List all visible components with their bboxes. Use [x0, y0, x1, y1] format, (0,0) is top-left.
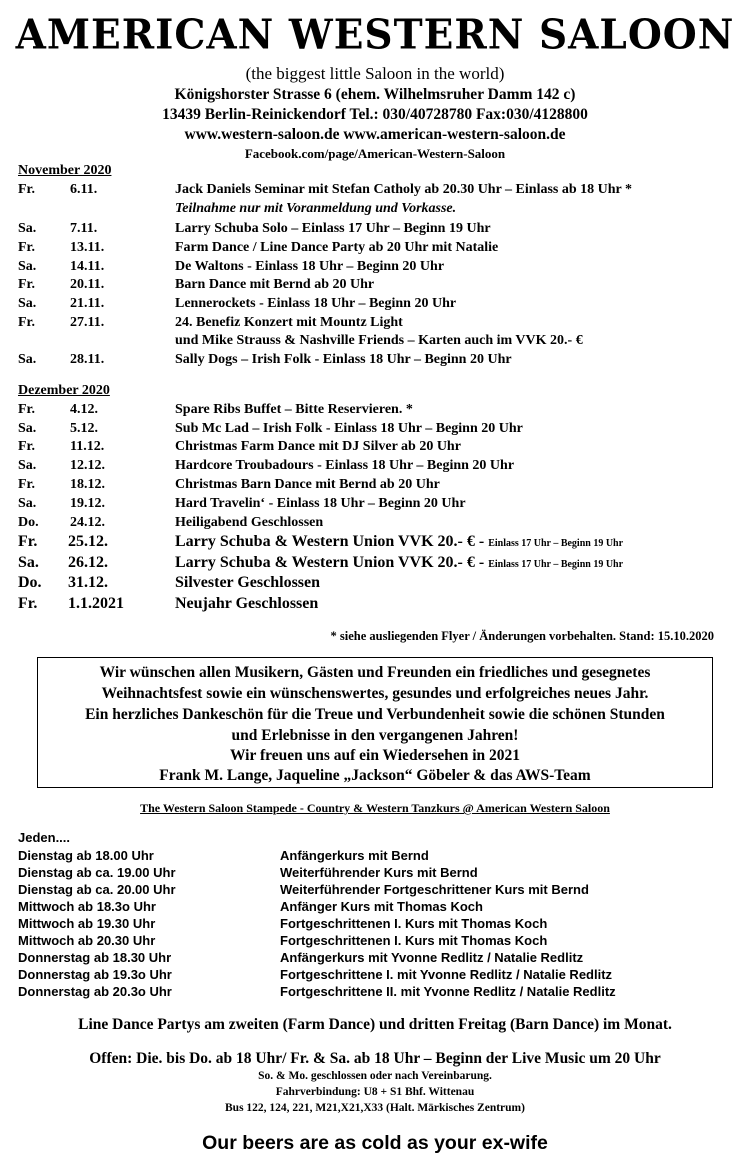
- event-day: Fr.: [18, 595, 38, 612]
- event-date: 25.12.: [68, 533, 108, 550]
- event-title: 24. Benefiz Konzert mit Mountz Light: [175, 315, 403, 330]
- course-time: Dienstag ab ca. 19.00 Uhr: [18, 865, 176, 880]
- course-time: Dienstag ab ca. 20.00 Uhr: [18, 882, 176, 897]
- event-day: Sa.: [18, 296, 37, 311]
- course-name: Fortgeschrittene I. mit Yvonne Redlitz / Natalie Redlitz: [280, 967, 613, 982]
- event-title-small: Einlass 17 Uhr – Beginn 19 Uhr: [488, 538, 624, 549]
- event-row: [0, 240, 750, 258]
- event-date: 12.12.: [70, 458, 105, 473]
- event-title: Sub Mc Lad – Irish Folk - Einlass 18 Uhr – Beginn 20 Uhr: [175, 421, 523, 436]
- event-row: [0, 182, 750, 200]
- tagline: (the biggest little Saloon in the world): [245, 64, 505, 83]
- event-day: Fr.: [18, 477, 35, 492]
- event-day: Sa.: [18, 458, 37, 473]
- greeting-line: und Erlebnisse in den vergangenen Jahren!: [231, 727, 519, 744]
- event-title: [175, 533, 623, 551]
- course-row: [0, 899, 750, 916]
- event-date: 6.11.: [70, 182, 98, 197]
- course-name: Fortgeschrittene II. mit Yvonne Redlitz / Natalie Redlitz: [280, 984, 616, 999]
- line-dance-info: Line Dance Partys am zweiten (Farm Dance) und dritten Freitag (Barn Dance) im Monat.: [78, 1016, 672, 1033]
- event-title: Neujahr Geschlossen: [175, 595, 319, 612]
- event-title: De Waltons - Einlass 18 Uhr – Beginn 20 Uhr: [175, 259, 445, 274]
- event-day: Sa.: [18, 259, 37, 274]
- course-row: [0, 967, 750, 984]
- event-day: Fr.: [18, 402, 35, 417]
- event-day: Sa.: [18, 496, 37, 511]
- facebook-link[interactable]: Facebook.com/page/American-Western-Saloon: [244, 146, 506, 161]
- address-line-2: 13439 Berlin-Reinickendorf Tel.: 030/40728780 Fax:030/4128800: [162, 106, 588, 123]
- event-row: [0, 402, 750, 420]
- event-title: Christmas Barn Dance mit Bernd ab 20 Uhr: [175, 477, 440, 492]
- event-date: 14.11.: [70, 259, 105, 274]
- course-time: Mittwoch ab 19.30 Uhr: [18, 916, 156, 931]
- event-date: 21.11.: [70, 296, 105, 311]
- event-title: [175, 554, 623, 572]
- event-day: Do.: [18, 574, 42, 591]
- event-title: Hard Travelin‘ - Einlass 18 Uhr – Beginn 20 Uhr: [175, 496, 466, 511]
- event-title: Jack Daniels Seminar mit Stefan Catholy ab 20.30 Uhr – Einlass ab 18 Uhr *: [175, 182, 632, 197]
- closed-days: So. & Mo. geschlossen oder nach Vereinbarung.: [258, 1070, 492, 1082]
- event-date: 11.12.: [70, 439, 105, 454]
- event-date: 7.11.: [70, 221, 98, 236]
- event-title: Lennerockets - Einlass 18 Uhr – Beginn 20 Uhr: [175, 296, 457, 311]
- event-date: 26.12.: [68, 554, 108, 571]
- event-row: [0, 574, 750, 592]
- event-row: [0, 221, 750, 239]
- course-name: Anfängerkurs mit Yvonne Redlitz / Natalie Redlitz: [280, 950, 584, 965]
- event-date: 20.11.: [70, 277, 105, 292]
- slogan: Our beers are as cold as your ex-wife: [202, 1132, 548, 1154]
- event-title: Silvester Geschlossen: [175, 574, 321, 591]
- course-row: [0, 933, 750, 950]
- event-date: 28.11.: [70, 352, 105, 367]
- course-name: Fortgeschrittenen I. Kurs mit Thomas Koch: [280, 916, 548, 931]
- opening-hours: Offen: Die. bis Do. ab 18 Uhr/ Fr. & Sa. ab 18 Uhr – Beginn der Live Music um 20 Uhr: [89, 1050, 661, 1067]
- course-time: Mittwoch ab 18.3o Uhr: [18, 899, 156, 914]
- november-heading: November 2020: [18, 163, 112, 178]
- course-name: Anfängerkurs mit Bernd: [280, 848, 429, 863]
- event-title: Farm Dance / Line Dance Party ab 20 Uhr mit Natalie: [175, 240, 499, 255]
- event-title: Hardcore Troubadours - Einlass 18 Uhr – Beginn 20 Uhr: [175, 458, 515, 473]
- event-row: [0, 315, 750, 333]
- saloon-title: AMERICAN WESTERN SALOON: [15, 10, 735, 60]
- event-note: Teilnahme nur mit Voranmeldung und Vorkasse.: [175, 201, 457, 216]
- greeting-line: Wir freuen uns auf ein Wiedersehen in 2021: [229, 747, 521, 764]
- event-date: 13.11.: [70, 240, 105, 255]
- event-day: Sa.: [18, 421, 37, 436]
- event-row: [0, 458, 750, 476]
- event-row: [0, 595, 750, 613]
- greeting-signature: Frank M. Lange, Jaqueline „Jackson“ Göbeler & das AWS-Team: [159, 767, 591, 784]
- event-day: Do.: [18, 515, 39, 530]
- event-title: Spare Ribs Buffet – Bitte Reservieren. *: [175, 402, 413, 417]
- event-title: Larry Schuba Solo – Einlass 17 Uhr – Beginn 19 Uhr: [175, 221, 491, 236]
- event-day: Fr.: [18, 240, 35, 255]
- event-title: Heiligabend Geschlossen: [175, 515, 324, 530]
- course-time: Donnerstag ab 18.30 Uhr: [18, 950, 172, 965]
- event-date: 27.11.: [70, 315, 105, 330]
- website-links[interactable]: www.western-saloon.de www.american-western-saloon.de: [184, 126, 566, 143]
- greeting-line: Wir wünschen allen Musikern, Gästen und Freunden ein friedliches und gesegnetes: [99, 664, 651, 681]
- course-row: [0, 848, 750, 865]
- event-date: 19.12.: [70, 496, 105, 511]
- course-name: Weiterführender Fortgeschrittener Kurs mit Bernd: [280, 882, 589, 897]
- course-time: Dienstag ab 18.00 Uhr: [18, 848, 154, 863]
- transit-train: Fahrverbindung: U8 + S1 Bhf. Wittenau: [275, 1086, 475, 1098]
- event-date: 18.12.: [70, 477, 105, 492]
- course-name: Weiterführender Kurs mit Bernd: [280, 865, 478, 880]
- course-time: Mittwoch ab 20.30 Uhr: [18, 933, 156, 948]
- event-row: [0, 515, 750, 533]
- greeting-line: Weihnachtsfest sowie ein wünschenswertes, gesundes und erfolgreiches neues Jahr.: [101, 685, 649, 702]
- course-row: [0, 950, 750, 967]
- event-row: [0, 439, 750, 457]
- event-row: [0, 296, 750, 314]
- event-row: [0, 259, 750, 277]
- greeting-line: Ein herzliches Dankeschön für die Treue und Verbundenheit sowie die schönen Stunden: [85, 706, 665, 723]
- address-line-1: Königshorster Strasse 6 (ehem. Wilhelmsruher Damm 142 c): [174, 86, 576, 103]
- event-row: [0, 496, 750, 514]
- greeting-box: [37, 657, 713, 788]
- course-time: Donnerstag ab 20.3o Uhr: [18, 984, 172, 999]
- event-day: Fr.: [18, 315, 35, 330]
- event-day: Sa.: [18, 352, 37, 367]
- course-time: Donnerstag ab 19.3o Uhr: [18, 967, 172, 982]
- event-title-main: Larry Schuba & Western Union VVK 20.- € -: [175, 554, 485, 571]
- course-row: [0, 916, 750, 933]
- event-day: Fr.: [18, 439, 35, 454]
- event-title: Christmas Farm Dance mit DJ Silver ab 20 Uhr: [175, 439, 461, 454]
- event-date: 31.12.: [68, 574, 108, 591]
- course-name: Anfänger Kurs mit Thomas Koch: [280, 899, 483, 914]
- event-day: Fr.: [18, 182, 35, 197]
- event-row: [0, 421, 750, 439]
- event-title: Sally Dogs – Irish Folk - Einlass 18 Uhr – Beginn 20 Uhr: [175, 352, 512, 367]
- transit-bus: Bus 122, 124, 221, M21,X21,X33 (Halt. Märkisches Zentrum): [225, 1102, 525, 1114]
- stampede-heading: The Western Saloon Stampede - Country & Western Tanzkurs @ American Western Saloon: [140, 801, 610, 815]
- event-date: 24.12.: [70, 515, 105, 530]
- footnote: * siehe ausliegenden Flyer / Änderungen vorbehalten. Stand: 15.10.2020: [330, 629, 714, 643]
- event-day: Fr.: [18, 277, 35, 292]
- event-row: [0, 554, 750, 572]
- event-row: [0, 477, 750, 495]
- courses-intro: Jeden....: [18, 830, 71, 845]
- event-title: Barn Dance mit Bernd ab 20 Uhr: [175, 277, 375, 292]
- event-row: [0, 352, 750, 370]
- event-date: 5.12.: [70, 421, 98, 436]
- december-heading: Dezember 2020: [18, 383, 110, 398]
- event-day: Sa.: [18, 221, 37, 236]
- course-row: [0, 865, 750, 882]
- event-row: [0, 533, 750, 551]
- event-day: Sa.: [18, 554, 39, 571]
- event-title-main: Larry Schuba & Western Union VVK 20.- € -: [175, 533, 485, 550]
- course-name: Fortgeschrittenen I. Kurs mit Thomas Koch: [280, 933, 548, 948]
- event-date: 1.1.2021: [68, 595, 124, 612]
- event-row: [0, 277, 750, 295]
- event-date: 4.12.: [70, 402, 98, 417]
- course-row: [0, 882, 750, 899]
- course-row: [0, 984, 750, 1001]
- event-day: Fr.: [18, 533, 38, 550]
- event-continuation: und Mike Strauss & Nashville Friends – Karten auch im VVK 20.- €: [175, 333, 583, 348]
- event-title-small: Einlass 17 Uhr – Beginn 19 Uhr: [488, 559, 624, 570]
